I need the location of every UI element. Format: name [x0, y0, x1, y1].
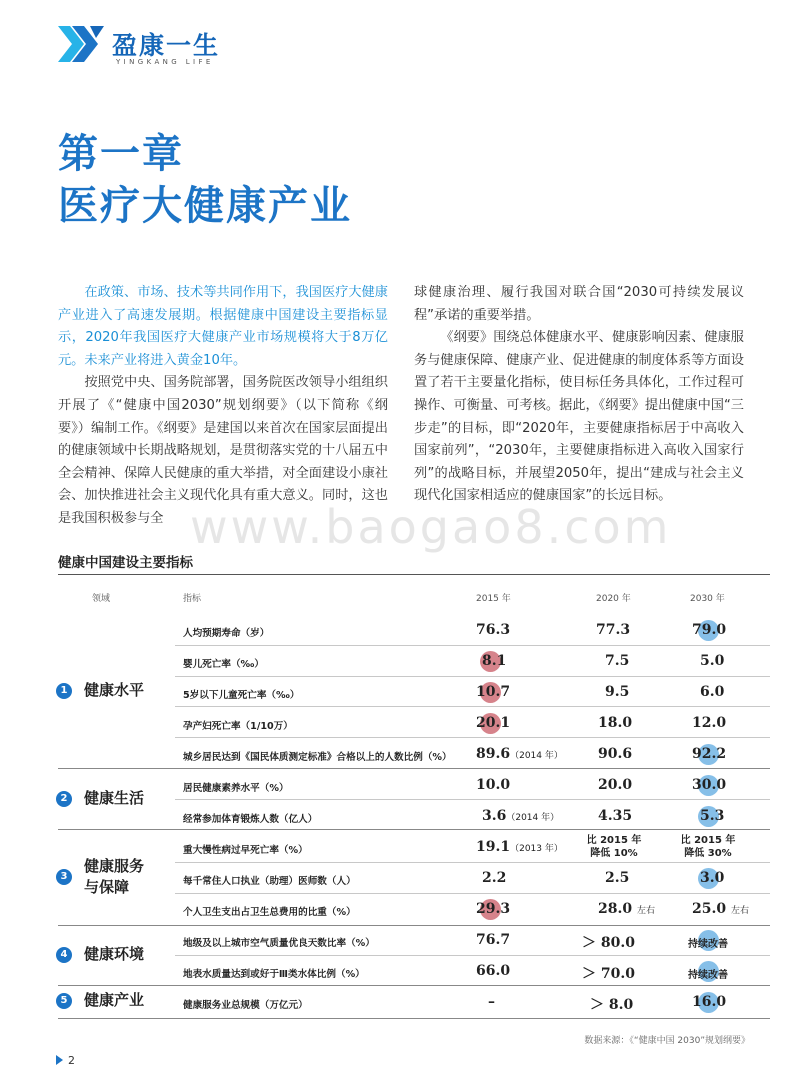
indicator-label: 地级及以上城市空气质量优良天数比率（%）	[183, 938, 375, 949]
watermark: www.baogao8.com	[190, 500, 672, 554]
value-2030: 79.0	[692, 622, 727, 638]
value-2020: 20.0	[598, 777, 633, 793]
row-separator	[175, 737, 770, 738]
value-2020: 90.6	[598, 746, 633, 762]
value-number: 3.6	[482, 808, 507, 824]
value-2015: 8.1	[482, 653, 507, 669]
row-separator	[175, 799, 770, 800]
value-2015	[476, 746, 563, 762]
value-2015: 66.0	[476, 963, 511, 979]
value-2020: 18.0	[598, 715, 633, 731]
indicator-label: 每千常住人口执业（助理）医师数（人）	[183, 876, 356, 887]
row-separator	[175, 862, 770, 863]
value-2015	[482, 808, 559, 824]
value-2020: 2.5	[605, 870, 630, 886]
group-separator	[58, 925, 770, 926]
value-line: 降低 30%	[684, 848, 732, 859]
value-2015: 10.7	[476, 684, 511, 700]
value-number: 19.1	[476, 839, 511, 855]
group-name: 健康产业	[84, 991, 145, 1009]
value-2030: 3.0	[700, 870, 725, 886]
chapter-title	[58, 128, 352, 232]
group-name: 健康生活	[84, 789, 145, 807]
header-domain: 领域	[92, 594, 111, 604]
value-2020	[574, 834, 654, 860]
group-separator	[58, 829, 770, 830]
chapter-number: 第一章	[58, 131, 184, 177]
brand-name-cn: 盈康一生	[112, 31, 221, 60]
value-2030	[668, 834, 748, 860]
value-2030: 6.0	[700, 684, 725, 700]
header-2030: 2030 年	[690, 594, 725, 604]
group-separator	[58, 985, 770, 986]
body-left-column	[58, 282, 388, 531]
row-separator	[175, 955, 770, 956]
group-name: 健康环境	[84, 945, 145, 963]
triangle-right-icon	[56, 1055, 63, 1065]
group-separator	[58, 768, 770, 769]
value-2015: –	[488, 994, 495, 1010]
value-2020: 9.5	[605, 684, 630, 700]
group-number-badge: 3	[56, 869, 72, 885]
data-source-note: 数据来源：《“健康中国 2030”规划纲要》	[584, 1036, 750, 1046]
body-paragraph: 按照党中央、国务院部署，国务院医改领导小组组织开展了《“健康中国2030”规划纲要》（以下简称《纲要》）编制工作。《纲要》是建国以来首次在国家层面提出的健康领域中长期战略规划，是贯彻落实党的十八届五中全会精神、保障人民健康的重大举措，对全面建设小康社会、加快推进社会主义现代化具有重大意义。同时，这也是我国积极参与全	[58, 375, 388, 526]
value-2020: 77.3	[596, 622, 631, 638]
value-2030: 持续改善	[688, 939, 728, 950]
value-2015: 76.7	[476, 932, 511, 948]
body-paragraph: 球健康治理、履行我国对联合国“2030可持续发展议程”承诺的重要举措。	[414, 285, 744, 323]
value-note: （2013 年）	[510, 844, 563, 854]
value-line: 降低 10%	[590, 848, 638, 859]
value-note: 左右	[636, 906, 655, 916]
page-number	[56, 1054, 75, 1067]
intro-highlight-paragraph: 在政策、市场、技术等共同作用下，我国医疗大健康产业进入了高速发展期。根据健康中国建设主要指标显示，2020年我国医疗大健康产业市场规模将大于8万亿元。未来产业将进入黄金10年。	[58, 285, 388, 368]
indicator-label: 5岁以下儿童死亡率（‰）	[183, 690, 300, 701]
row-separator	[175, 645, 770, 646]
indicator-label: 地表水质量达到或好于Ⅲ类水体比例（%）	[183, 969, 365, 980]
indicator-label: 人均预期寿命（岁）	[183, 628, 270, 639]
brand-logo	[58, 22, 258, 72]
value-2030: 5.0	[700, 653, 725, 669]
value-2015	[476, 839, 563, 855]
indicator-label: 孕产妇死亡率（1/10万）	[183, 721, 293, 732]
header-indicator: 指标	[183, 594, 202, 604]
value-number: 89.6	[476, 746, 511, 762]
value-2020: 4.35	[598, 808, 633, 824]
value-number: 25.0	[692, 901, 727, 917]
row-separator	[175, 706, 770, 707]
indicator-label: 婴儿死亡率（‰）	[183, 659, 264, 670]
value-2030: 30.0	[692, 777, 727, 793]
value-2015: 29.3	[476, 901, 511, 917]
value-2030: 5.3	[700, 808, 725, 824]
value-note: （2014 年）	[506, 813, 560, 823]
header-2015: 2015 年	[476, 594, 511, 604]
chapter-name: 医疗大健康产业	[58, 183, 352, 229]
value-2020: ＞ 8.0	[590, 997, 634, 1013]
indicator-label: 经常参加体育锻炼人数（亿人）	[183, 814, 318, 825]
body-right-column	[414, 282, 744, 508]
body-paragraph: 《纲要》围绕总体健康水平、健康影响因素、健康服务与健康保障、健康产业、促进健康的制度体系等方面设置了若干主要量化指标，使目标任务具体化，工作过程可操作、可衡量、可考核。据此，《纲要》提出健康中国“三步走”的目标，即“2020年，主要健康指标居于中高收入国家前列”，“2030年，主要健康指标进入高收入国家行列”的战略目标，并展望2050年，提出“建成与社会主义现代化国家相适应的健康国家”的长远目标。	[414, 330, 744, 504]
value-note: （2014 年）	[510, 751, 563, 761]
value-2015: 20.1	[476, 715, 511, 731]
value-2030: 16.0	[692, 994, 727, 1010]
value-2030: 92.2	[692, 746, 727, 762]
brand-name-en: YINGKANG LIFE	[116, 58, 214, 66]
value-2020: ＞ 80.0	[582, 935, 635, 951]
page-number-value: 2	[68, 1054, 75, 1067]
indicator-label: 个人卫生支出占卫生总费用的比重（%）	[183, 907, 356, 918]
group-number-badge: 2	[56, 791, 72, 807]
value-2020	[598, 901, 655, 917]
group-number-badge: 1	[56, 683, 72, 699]
group-name: 健康水平	[84, 681, 145, 699]
value-2020: ＞ 70.0	[582, 966, 635, 982]
value-2030: 持续改善	[688, 970, 728, 981]
group-number-badge: 4	[56, 947, 72, 963]
value-2015: 10.0	[476, 777, 511, 793]
value-2020: 7.5	[605, 653, 630, 669]
value-2030	[692, 901, 749, 917]
value-2030: 12.0	[692, 715, 727, 731]
value-note: 左右	[730, 906, 749, 916]
yk-logo-icon	[58, 22, 104, 66]
indicator-label: 重大慢性病过早死亡率（%）	[183, 845, 308, 856]
value-line: 比 2015 年	[680, 835, 736, 846]
indicator-label: 居民健康素养水平（%）	[183, 783, 289, 794]
group-name: 健康服务与保障	[84, 857, 145, 896]
indicator-label: 城乡居民达到《国民体质测定标准》合格以上的人数比例（%）	[183, 752, 452, 763]
value-number: 28.0	[598, 901, 633, 917]
value-line: 比 2015 年	[586, 835, 642, 846]
table-bottom-rule	[58, 1018, 770, 1019]
group-number-badge: 5	[56, 993, 72, 1009]
table-title: 健康中国建设主要指标	[58, 555, 193, 571]
value-2015: 2.2	[482, 870, 507, 886]
indicator-label: 健康服务业总规模（万亿元）	[183, 1000, 308, 1011]
value-2015: 76.3	[476, 622, 511, 638]
row-separator	[175, 676, 770, 677]
table-top-rule	[58, 574, 770, 575]
header-2020: 2020 年	[596, 594, 631, 604]
row-separator	[175, 893, 770, 894]
